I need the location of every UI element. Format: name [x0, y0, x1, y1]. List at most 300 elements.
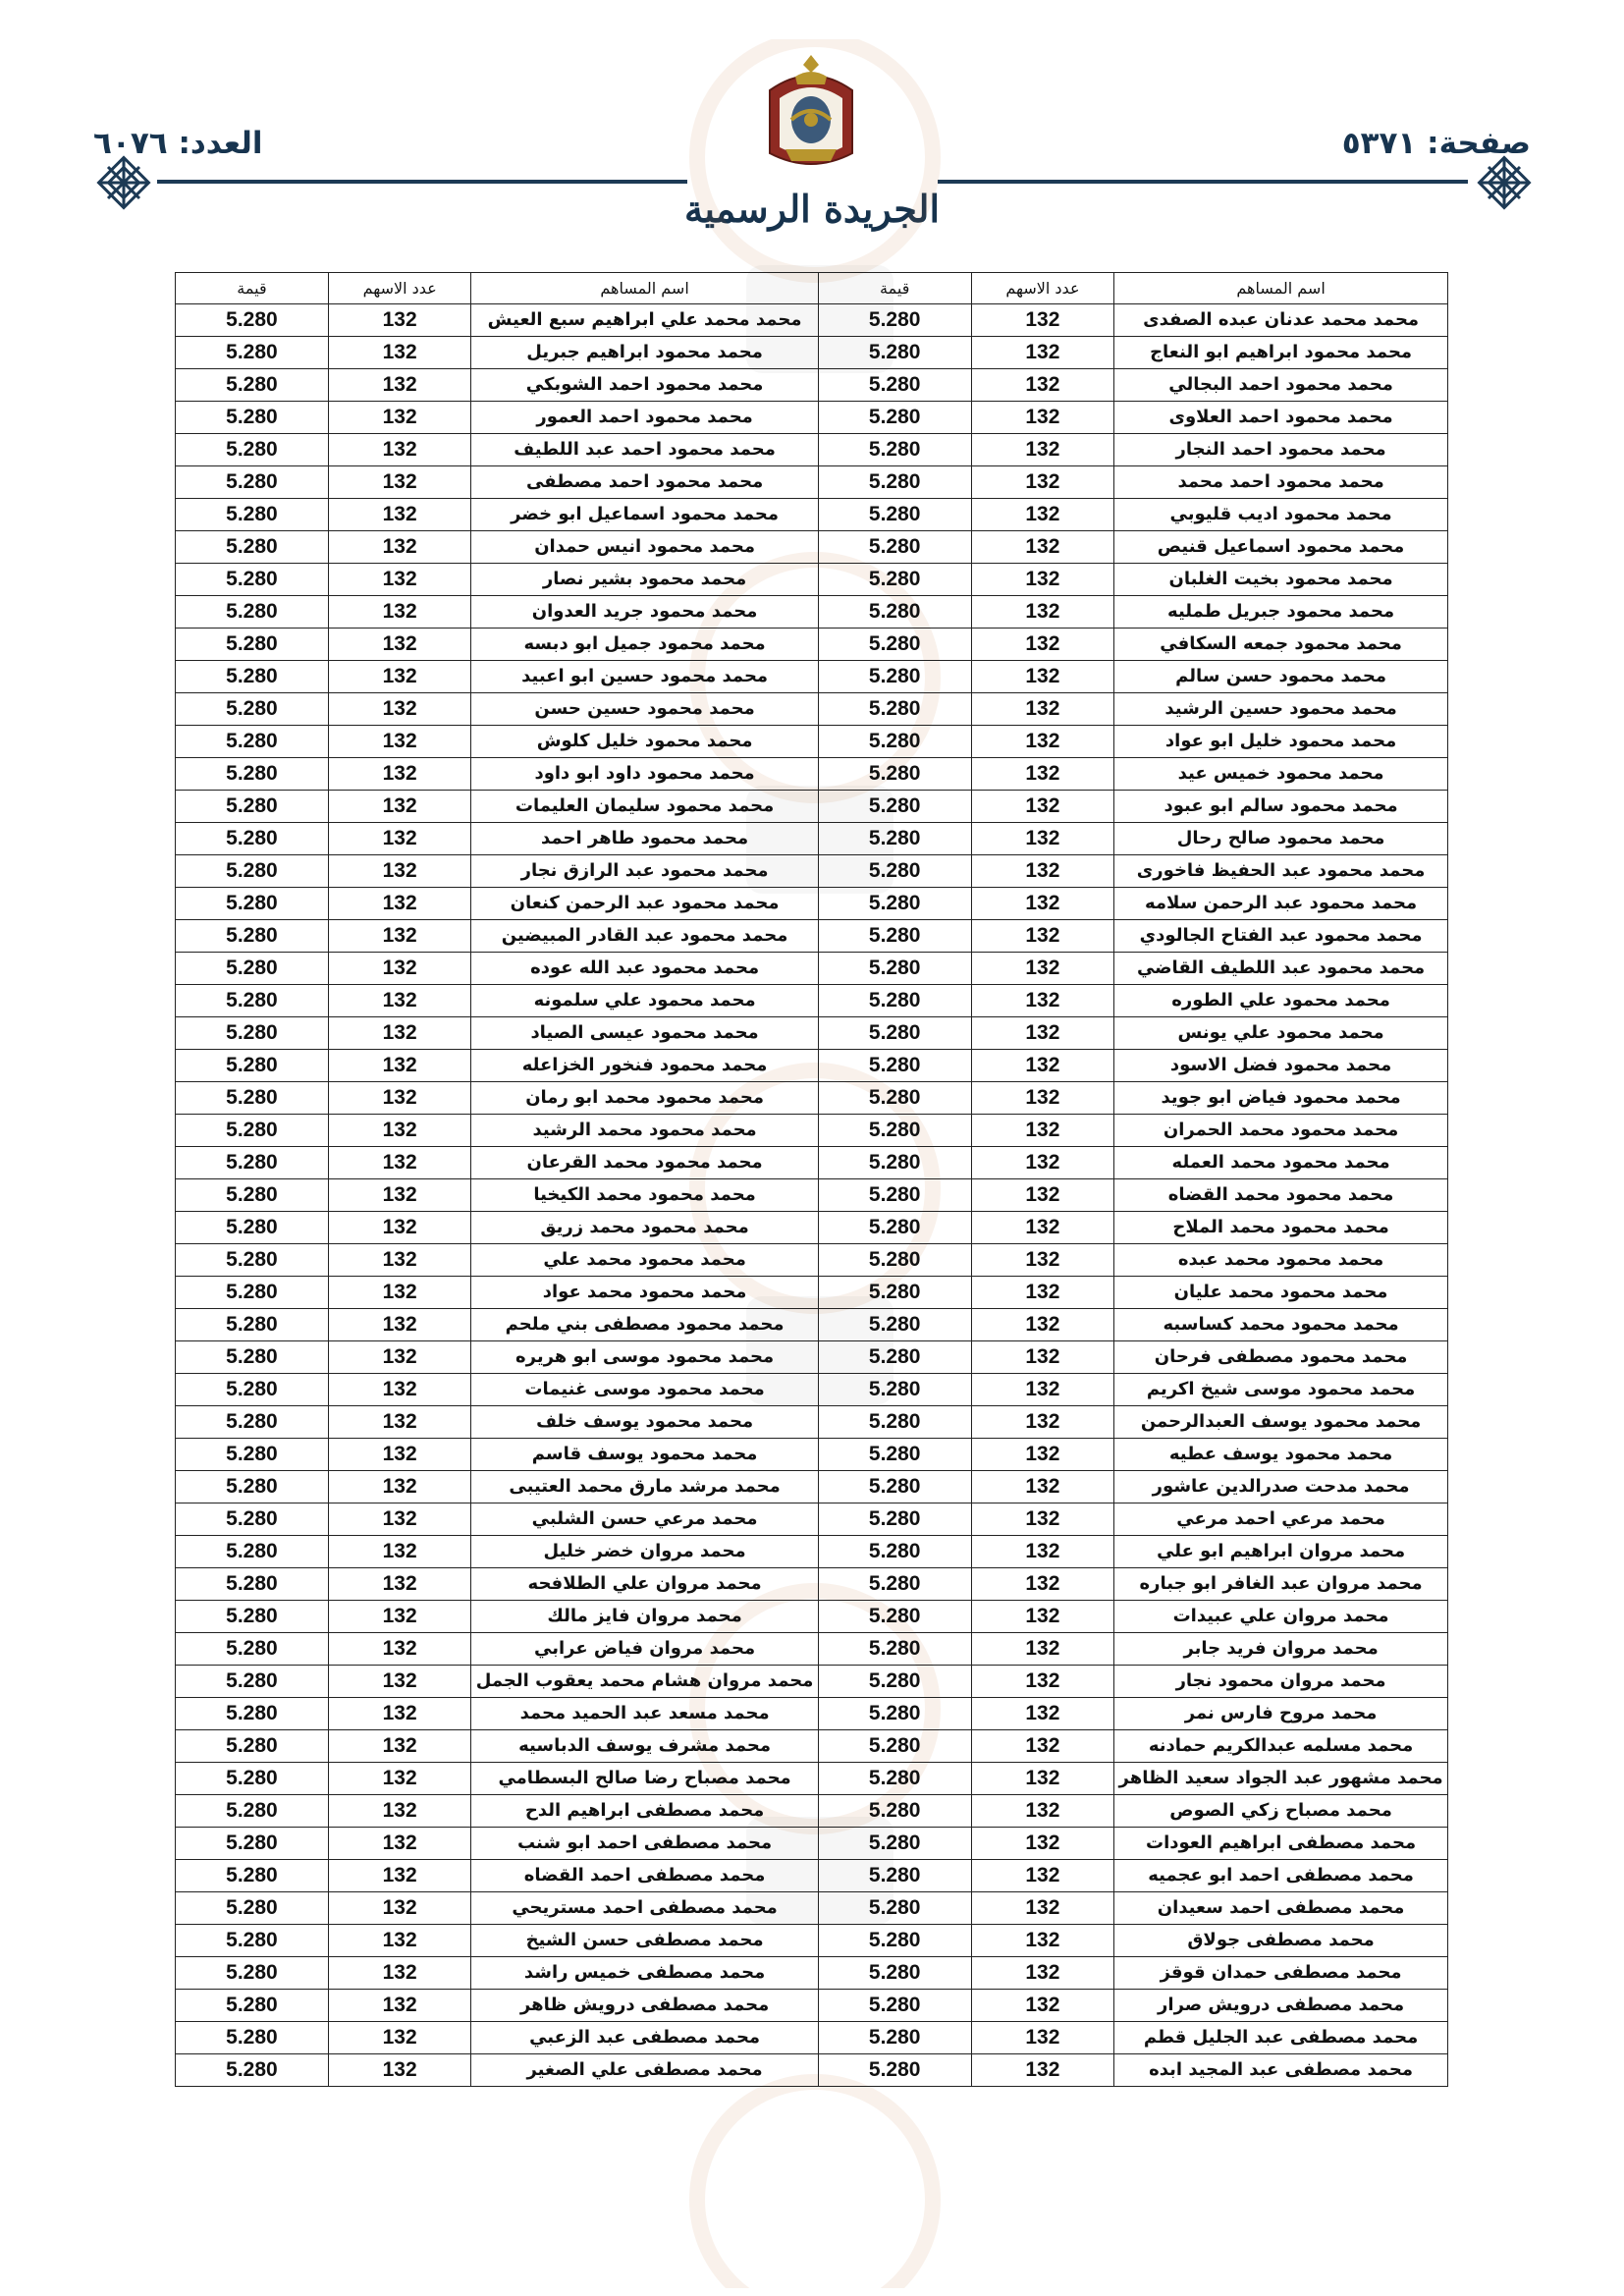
- shares-count: 132: [328, 1568, 471, 1601]
- shareholder-name: محمد مصطفى عبد المجيد ابده: [1114, 2054, 1448, 2087]
- shareholder-name: محمد محمود احمد البجالي: [1114, 369, 1448, 402]
- shares-count: 132: [971, 1828, 1114, 1860]
- coat-of-arms-emblem-icon: [756, 51, 866, 175]
- share-value: 5.280: [176, 564, 329, 596]
- shares-count: 132: [328, 2054, 471, 2087]
- shares-count: 132: [328, 1925, 471, 1957]
- shares-count: 132: [328, 791, 471, 823]
- shareholder-name: محمد محمود احمد العمور: [471, 402, 818, 434]
- share-value: 5.280: [818, 1666, 971, 1698]
- share-value: 5.280: [176, 953, 329, 985]
- share-value: 5.280: [818, 304, 971, 337]
- shares-count: 132: [328, 1471, 471, 1503]
- share-value: 5.280: [176, 1860, 329, 1892]
- table-row: [176, 661, 1448, 693]
- column-header-shares: عدد الاسهم: [971, 273, 1114, 304]
- shares-count: 132: [971, 1666, 1114, 1698]
- share-value: 5.280: [176, 758, 329, 791]
- share-value: 5.280: [176, 1990, 329, 2022]
- shares-count: 132: [971, 1244, 1114, 1277]
- shareholder-name: محمد مصطفى عبد الزعبي: [471, 2022, 818, 2054]
- share-value: 5.280: [176, 1439, 329, 1471]
- share-value: 5.280: [176, 1957, 329, 1990]
- shares-count: 132: [971, 1892, 1114, 1925]
- share-value: 5.280: [818, 1212, 971, 1244]
- share-value: 5.280: [818, 1244, 971, 1277]
- share-value: 5.280: [818, 596, 971, 629]
- share-value: 5.280: [818, 1147, 971, 1179]
- shareholders-table: [175, 272, 1448, 2087]
- shareholder-name: محمد مصطفى احمد سعيدان: [1114, 1892, 1448, 1925]
- shares-count: 132: [328, 985, 471, 1017]
- share-value: 5.280: [818, 1957, 971, 1990]
- share-value: 5.280: [818, 1115, 971, 1147]
- shares-count: 132: [328, 823, 471, 855]
- share-value: 5.280: [176, 1892, 329, 1925]
- share-value: 5.280: [176, 1374, 329, 1406]
- shareholder-name: محمد مروان علي الطلافحه: [471, 1568, 818, 1601]
- share-value: 5.280: [176, 1212, 329, 1244]
- share-value: 5.280: [176, 985, 329, 1017]
- shareholder-name: محمد محمد عدنان عبده الصفدى: [1114, 304, 1448, 337]
- share-value: 5.280: [176, 693, 329, 726]
- shareholder-name: محمد محمود احمد عبد اللطيف: [471, 434, 818, 466]
- shareholder-name: محمد محمود محمد القضاه: [1114, 1179, 1448, 1212]
- shareholder-name: محمد محمود محمد الملاح: [1114, 1212, 1448, 1244]
- shareholder-name: محمد محمود خميس عيد: [1114, 758, 1448, 791]
- share-value: 5.280: [176, 2022, 329, 2054]
- shares-count: 132: [971, 823, 1114, 855]
- shareholder-name: محمد مروان فايز مالك: [471, 1601, 818, 1633]
- share-value: 5.280: [818, 499, 971, 531]
- column-header-name: اسم المساهم: [1114, 273, 1448, 304]
- shareholder-name: محمد محمود موسى شيخ اكريم: [1114, 1374, 1448, 1406]
- shareholder-name: محمد مصطفى حسن الشيخ: [471, 1925, 818, 1957]
- shareholder-name: محمد مشرف يوسف الدباسيه: [471, 1730, 818, 1763]
- share-value: 5.280: [818, 434, 971, 466]
- share-value: 5.280: [176, 1536, 329, 1568]
- shares-count: 132: [971, 953, 1114, 985]
- share-value: 5.280: [176, 1179, 329, 1212]
- share-value: 5.280: [176, 304, 329, 337]
- table-row: [176, 1795, 1448, 1828]
- shareholder-name: محمد محمود اسماعيل قنيص: [1114, 531, 1448, 564]
- shares-count: 132: [971, 1957, 1114, 1990]
- share-value: 5.280: [818, 1341, 971, 1374]
- issue-number: العدد: ٦٠٧٦: [93, 126, 263, 161]
- shares-count: 132: [328, 304, 471, 337]
- share-value: 5.280: [176, 1568, 329, 1601]
- table-row: [176, 304, 1448, 337]
- share-value: 5.280: [176, 1601, 329, 1633]
- shareholder-name: محمد محمود علي سلمونه: [471, 985, 818, 1017]
- shares-count: 132: [328, 1212, 471, 1244]
- share-value: 5.280: [176, 1471, 329, 1503]
- share-value: 5.280: [176, 531, 329, 564]
- shareholder-name: محمد محمود حسن سالم: [1114, 661, 1448, 693]
- shares-count: 132: [971, 369, 1114, 402]
- shareholder-name: محمد محمود محمد الرشيد: [471, 1115, 818, 1147]
- shares-count: 132: [971, 1179, 1114, 1212]
- shares-count: 132: [328, 953, 471, 985]
- share-value: 5.280: [818, 953, 971, 985]
- shares-count: 132: [971, 1601, 1114, 1633]
- share-value: 5.280: [818, 985, 971, 1017]
- table-row: [176, 1503, 1448, 1536]
- share-value: 5.280: [176, 1763, 329, 1795]
- share-value: 5.280: [176, 1503, 329, 1536]
- table-row: [176, 337, 1448, 369]
- shareholder-name: محمد محمود محمد كساسبه: [1114, 1309, 1448, 1341]
- shareholder-name: محمد مروان خضر خليل: [471, 1536, 818, 1568]
- table-row: [176, 1082, 1448, 1115]
- table-row: [176, 1050, 1448, 1082]
- shares-count: 132: [971, 2022, 1114, 2054]
- shares-count: 132: [971, 726, 1114, 758]
- shares-count: 132: [328, 531, 471, 564]
- shares-count: 132: [328, 1536, 471, 1568]
- gazette-header: [0, 0, 1624, 265]
- share-value: 5.280: [176, 1633, 329, 1666]
- shares-count: 132: [328, 1277, 471, 1309]
- shareholder-name: محمد محمود سليمان العليمات: [471, 791, 818, 823]
- shares-count: 132: [971, 1212, 1114, 1244]
- shares-count: 132: [328, 1666, 471, 1698]
- shares-count: 132: [328, 596, 471, 629]
- table-row: [176, 1115, 1448, 1147]
- shares-count: 132: [971, 1277, 1114, 1309]
- shares-count: 132: [971, 1115, 1114, 1147]
- share-value: 5.280: [818, 1730, 971, 1763]
- shareholder-name: محمد محمود موسى ابو هريره: [471, 1341, 818, 1374]
- share-value: 5.280: [818, 661, 971, 693]
- shareholder-name: محمد مروان علي عبيدات: [1114, 1601, 1448, 1633]
- shares-count: 132: [971, 1050, 1114, 1082]
- shareholder-name: محمد محمود محمد علي: [471, 1244, 818, 1277]
- shares-count: 132: [328, 1341, 471, 1374]
- share-value: 5.280: [818, 1050, 971, 1082]
- shareholder-name: محمد محمود بشير نصار: [471, 564, 818, 596]
- shares-count: 132: [971, 402, 1114, 434]
- table-row: [176, 1892, 1448, 1925]
- shares-count: 132: [328, 1828, 471, 1860]
- shareholder-name: محمد محمود موسى غنيمات: [471, 1374, 818, 1406]
- shares-count: 132: [971, 661, 1114, 693]
- shares-count: 132: [328, 1050, 471, 1082]
- share-value: 5.280: [818, 1179, 971, 1212]
- shares-count: 132: [328, 1439, 471, 1471]
- shareholder-name: محمد محمود جميل ابو دبسه: [471, 629, 818, 661]
- share-value: 5.280: [176, 1341, 329, 1374]
- shareholder-name: محمد مصطفى ابراهيم العودات: [1114, 1828, 1448, 1860]
- shares-count: 132: [971, 1406, 1114, 1439]
- shares-count: 132: [971, 466, 1114, 499]
- shareholder-name: محمد محمود محمد الكيخيا: [471, 1179, 818, 1212]
- shareholder-name: محمد محمود عبد الرازق نجار: [471, 855, 818, 888]
- shareholder-name: محمد محمود بخيت الغلبان: [1114, 564, 1448, 596]
- shareholder-name: محمد محمود عبد القادر المبيضين: [471, 920, 818, 953]
- shares-count: 132: [971, 1374, 1114, 1406]
- shares-count: 132: [328, 1244, 471, 1277]
- shareholder-name: محمد محمود محمد عبده: [1114, 1244, 1448, 1277]
- share-value: 5.280: [176, 920, 329, 953]
- shareholder-name: محمد مصطفى احمد ابو شنب: [471, 1828, 818, 1860]
- table-row: [176, 531, 1448, 564]
- shareholder-name: محمد محمود اديب قليوبي: [1114, 499, 1448, 531]
- shareholder-name: محمد مصطفى عبد الجليل قطم: [1114, 2022, 1448, 2054]
- shares-count: 132: [971, 985, 1114, 1017]
- shares-count: 132: [328, 1503, 471, 1536]
- table-row: [176, 985, 1448, 1017]
- share-value: 5.280: [818, 1860, 971, 1892]
- share-value: 5.280: [176, 466, 329, 499]
- share-value: 5.280: [818, 1406, 971, 1439]
- shares-count: 132: [328, 1957, 471, 1990]
- share-value: 5.280: [818, 1633, 971, 1666]
- shares-count: 132: [328, 499, 471, 531]
- table-row: [176, 1471, 1448, 1503]
- shares-count: 132: [328, 855, 471, 888]
- shares-count: 132: [328, 1860, 471, 1892]
- shares-count: 132: [328, 693, 471, 726]
- shares-count: 132: [971, 1017, 1114, 1050]
- shareholder-name: محمد محمود خليل ابو عواد: [1114, 726, 1448, 758]
- shareholder-name: محمد محمود احمد العلاوى: [1114, 402, 1448, 434]
- shareholder-name: محمد محمود فياض ابو جويد: [1114, 1082, 1448, 1115]
- page-number: صفحة: ٥٣٧١: [1341, 126, 1531, 161]
- shareholder-name: محمد مسلمه عبدالكريم حمادنه: [1114, 1730, 1448, 1763]
- shareholder-name: محمد محمود محمد الحمران: [1114, 1115, 1448, 1147]
- shares-count: 132: [328, 758, 471, 791]
- share-value: 5.280: [176, 369, 329, 402]
- shareholder-name: محمد محمود حسين ابو اعبيد: [471, 661, 818, 693]
- table-row: [176, 1244, 1448, 1277]
- share-value: 5.280: [818, 466, 971, 499]
- shares-count: 132: [971, 564, 1114, 596]
- table-row: [176, 1601, 1448, 1633]
- share-value: 5.280: [818, 337, 971, 369]
- share-value: 5.280: [176, 499, 329, 531]
- shares-count: 132: [971, 1147, 1114, 1179]
- shareholder-name: محمد محمود احمد النجار: [1114, 434, 1448, 466]
- table-row: [176, 758, 1448, 791]
- shares-count: 132: [328, 1730, 471, 1763]
- shareholder-name: محمد محمود احمد محمد: [1114, 466, 1448, 499]
- share-value: 5.280: [818, 2022, 971, 2054]
- share-value: 5.280: [818, 920, 971, 953]
- shareholder-name: محمد محمود اسماعيل ابو خضر: [471, 499, 818, 531]
- table-row: [176, 1925, 1448, 1957]
- shares-count: 132: [328, 1633, 471, 1666]
- share-value: 5.280: [176, 1244, 329, 1277]
- share-value: 5.280: [818, 791, 971, 823]
- table-row: [176, 693, 1448, 726]
- shares-count: 132: [328, 402, 471, 434]
- share-value: 5.280: [176, 629, 329, 661]
- share-value: 5.280: [176, 1277, 329, 1309]
- shareholder-name: محمد محمود فضل الاسود: [1114, 1050, 1448, 1082]
- table-row: [176, 1277, 1448, 1309]
- shareholder-name: محمد مروان فياض عرابي: [471, 1633, 818, 1666]
- share-value: 5.280: [176, 888, 329, 920]
- share-value: 5.280: [818, 1795, 971, 1828]
- share-value: 5.280: [818, 888, 971, 920]
- table-row: [176, 1439, 1448, 1471]
- table-row: [176, 1536, 1448, 1568]
- shareholder-name: محمد محمود حسين حسن: [471, 693, 818, 726]
- table-row: [176, 1406, 1448, 1439]
- share-value: 5.280: [176, 1795, 329, 1828]
- shares-count: 132: [971, 1309, 1114, 1341]
- column-header-value: قيمة: [818, 273, 971, 304]
- shareholder-name: محمد مصطفى احمد ابو عجميه: [1114, 1860, 1448, 1892]
- table-row: [176, 888, 1448, 920]
- shareholder-name: محمد محمود عبد الحفيظ فاخورى: [1114, 855, 1448, 888]
- shareholder-name: محمد مروان عبد الغافر ابو جباره: [1114, 1568, 1448, 1601]
- shares-count: 132: [971, 1795, 1114, 1828]
- table-header-row: [176, 273, 1448, 304]
- column-header-name: اسم المساهم: [471, 273, 818, 304]
- shares-count: 132: [328, 466, 471, 499]
- shareholder-name: محمد مصطفى احمد مستريحي: [471, 1892, 818, 1925]
- shares-count: 132: [971, 596, 1114, 629]
- shares-count: 132: [328, 369, 471, 402]
- share-value: 5.280: [818, 2054, 971, 2087]
- shares-count: 132: [971, 1568, 1114, 1601]
- shareholder-name: محمد محمود صالح رحال: [1114, 823, 1448, 855]
- table-row: [176, 1147, 1448, 1179]
- share-value: 5.280: [818, 531, 971, 564]
- shareholder-name: محمد مصباح رضا صالح البسطامي: [471, 1763, 818, 1795]
- shares-count: 132: [328, 629, 471, 661]
- shares-count: 132: [328, 1115, 471, 1147]
- share-value: 5.280: [176, 855, 329, 888]
- shareholder-name: محمد مرعي احمد مرعي: [1114, 1503, 1448, 1536]
- shares-count: 132: [328, 1795, 471, 1828]
- shareholder-name: محمد مروان محمود نجار: [1114, 1666, 1448, 1698]
- shareholder-name: محمد محمود ابراهيم جبريل: [471, 337, 818, 369]
- shares-count: 132: [971, 1082, 1114, 1115]
- table-row: [176, 1957, 1448, 1990]
- table-row: [176, 1374, 1448, 1406]
- share-value: 5.280: [818, 823, 971, 855]
- table-row: [176, 402, 1448, 434]
- share-value: 5.280: [176, 1050, 329, 1082]
- table-row: [176, 1828, 1448, 1860]
- shareholder-name: محمد محمود عبد الرحمن سلامه: [1114, 888, 1448, 920]
- shares-count: 132: [971, 499, 1114, 531]
- share-value: 5.280: [818, 1471, 971, 1503]
- shares-count: 132: [971, 791, 1114, 823]
- table-row: [176, 1309, 1448, 1341]
- share-value: 5.280: [176, 1082, 329, 1115]
- table-row: [176, 726, 1448, 758]
- shareholder-name: محمد محمود فنخور الخزاعله: [471, 1050, 818, 1082]
- shareholder-name: محمد محمد علي ابراهيم سبع العيش: [471, 304, 818, 337]
- shares-count: 132: [971, 304, 1114, 337]
- shareholder-name: محمد مروان ابراهيم ابو علي: [1114, 1536, 1448, 1568]
- table-row: [176, 1860, 1448, 1892]
- shares-count: 132: [971, 629, 1114, 661]
- shareholder-name: محمد محمود عبد الله عوده: [471, 953, 818, 985]
- shares-count: 132: [328, 1601, 471, 1633]
- shares-count: 132: [971, 1730, 1114, 1763]
- shareholder-name: محمد مروان فريد جابر: [1114, 1633, 1448, 1666]
- shareholder-name: محمد محمود محمد العمله: [1114, 1147, 1448, 1179]
- table-row: [176, 466, 1448, 499]
- shareholder-name: محمد محمود محمد عليان: [1114, 1277, 1448, 1309]
- shareholder-name: محمد مروان هشام محمد يعقوب الجمل: [471, 1666, 818, 1698]
- share-value: 5.280: [818, 855, 971, 888]
- header-rule-right: [938, 180, 1468, 184]
- shareholder-name: محمد مصطفى خميس راشد: [471, 1957, 818, 1990]
- shareholder-name: محمد محمود عبد الرحمن كنعان: [471, 888, 818, 920]
- share-value: 5.280: [176, 1666, 329, 1698]
- shares-count: 132: [328, 2022, 471, 2054]
- shares-count: 132: [971, 855, 1114, 888]
- shares-count: 132: [328, 1374, 471, 1406]
- table-row: [176, 1017, 1448, 1050]
- shares-count: 132: [328, 920, 471, 953]
- shareholder-name: محمد محمود عبد اللطيف القاضي: [1114, 953, 1448, 985]
- share-value: 5.280: [818, 726, 971, 758]
- shareholder-name: محمد محمود يوسف خلف: [471, 1406, 818, 1439]
- table-row: [176, 2022, 1448, 2054]
- column-header-shares: عدد الاسهم: [328, 273, 471, 304]
- shares-count: 132: [971, 1860, 1114, 1892]
- table-row: [176, 2054, 1448, 2087]
- share-value: 5.280: [818, 1763, 971, 1795]
- shares-count: 132: [971, 1633, 1114, 1666]
- shareholder-name: محمد محمود انيس حمدان: [471, 531, 818, 564]
- share-value: 5.280: [818, 402, 971, 434]
- share-value: 5.280: [818, 1990, 971, 2022]
- shares-count: 132: [328, 1990, 471, 2022]
- shareholder-name: محمد مروح فارس نمر: [1114, 1698, 1448, 1730]
- table-row: [176, 1633, 1448, 1666]
- table-row: [176, 791, 1448, 823]
- share-value: 5.280: [176, 661, 329, 693]
- table-row: [176, 1212, 1448, 1244]
- share-value: 5.280: [176, 434, 329, 466]
- shareholder-name: محمد محمود علي الطوره: [1114, 985, 1448, 1017]
- table-row: [176, 629, 1448, 661]
- share-value: 5.280: [176, 596, 329, 629]
- shareholder-name: محمد محمود محمد زريق: [471, 1212, 818, 1244]
- shares-count: 132: [971, 2054, 1114, 2087]
- share-value: 5.280: [176, 1698, 329, 1730]
- shares-count: 132: [971, 1925, 1114, 1957]
- shares-count: 132: [971, 758, 1114, 791]
- shareholder-name: محمد محمود جمعه السكافي: [1114, 629, 1448, 661]
- table-row: [176, 953, 1448, 985]
- shareholder-name: محمد مصطفى جولاق: [1114, 1925, 1448, 1957]
- table-row: [176, 1763, 1448, 1795]
- shares-count: 132: [328, 1147, 471, 1179]
- shares-count: 132: [328, 1179, 471, 1212]
- table-row: [176, 1666, 1448, 1698]
- shares-count: 132: [328, 1698, 471, 1730]
- shareholder-name: محمد مرشد مارق محمد العتيبى: [471, 1471, 818, 1503]
- share-value: 5.280: [176, 1406, 329, 1439]
- share-value: 5.280: [818, 1309, 971, 1341]
- table-row: [176, 369, 1448, 402]
- share-value: 5.280: [818, 758, 971, 791]
- shareholder-name: محمد محمود يوسف قاسم: [471, 1439, 818, 1471]
- shareholder-name: محمد محمود مصطفى بني ملحم: [471, 1309, 818, 1341]
- shareholder-name: محمد محمود عبد الفتاح الجالودي: [1114, 920, 1448, 953]
- shareholder-name: محمد مسعد عبد الحميد محمد: [471, 1698, 818, 1730]
